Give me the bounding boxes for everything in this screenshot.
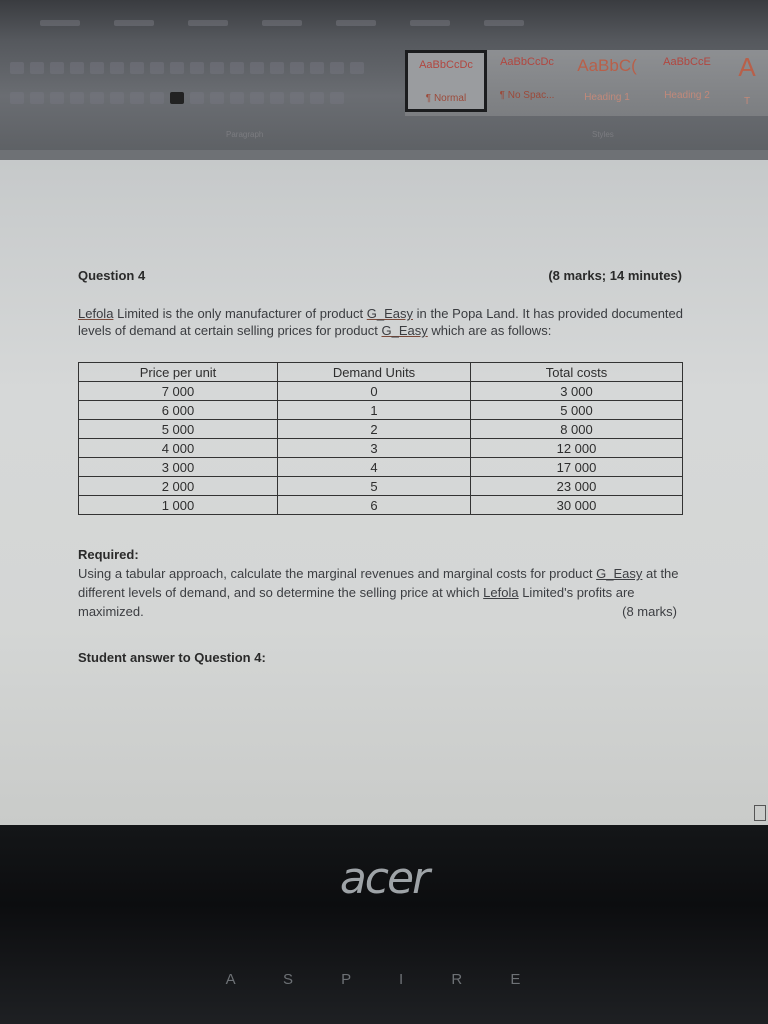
paragraph-group-label: Paragraph (226, 130, 264, 139)
styles-gallery (405, 50, 768, 116)
align-icon[interactable] (290, 92, 304, 104)
ribbon-tab[interactable] (114, 20, 154, 26)
ribbon-tab[interactable] (188, 20, 228, 26)
align-icon[interactable] (50, 92, 64, 104)
demand-cell: 4 (278, 458, 471, 477)
format-icon[interactable] (50, 62, 64, 74)
format-icon[interactable] (170, 62, 184, 74)
table-row (79, 458, 683, 477)
style-sample: AaBbCcE (663, 56, 711, 68)
question-marks: (8 marks; 14 minutes) (548, 268, 682, 283)
style-sample: AaBbCcDc (419, 59, 473, 71)
document-page[interactable] (0, 160, 768, 825)
style-no-spacing[interactable] (487, 50, 567, 112)
product-name: G_Easy (381, 323, 428, 338)
ribbon-tab[interactable] (410, 20, 450, 26)
cost-cell: 8 000 (471, 420, 683, 439)
fill-color-icon[interactable] (310, 92, 324, 104)
column-header: Demand Units (278, 363, 471, 382)
required-marks: (8 marks) (622, 604, 677, 619)
column-header: Total costs (471, 363, 683, 382)
table-header-row (79, 363, 683, 382)
style-title[interactable] (727, 50, 767, 112)
format-icon[interactable] (330, 62, 344, 74)
style-name: T (743, 96, 751, 107)
style-sample: A (738, 56, 756, 78)
product-name: G_Easy (596, 566, 643, 581)
format-icon[interactable] (310, 62, 324, 74)
align-icon[interactable] (130, 92, 144, 104)
required-section (78, 545, 683, 621)
table-row (79, 477, 683, 496)
question-title: Question 4 (78, 268, 146, 283)
format-icon[interactable] (30, 62, 44, 74)
align-icon[interactable] (250, 92, 264, 104)
align-icon[interactable] (70, 92, 84, 104)
format-icon[interactable] (290, 62, 304, 74)
question-header (78, 268, 682, 286)
align-icon[interactable] (10, 92, 24, 104)
cost-cell: 30 000 (471, 496, 683, 515)
demand-cell: 5 (278, 477, 471, 496)
price-cell: 6 000 (79, 401, 278, 420)
price-cell: 4 000 (79, 439, 278, 458)
paragraph-toolbar-row (0, 88, 400, 108)
format-icon[interactable] (130, 62, 144, 74)
align-icon[interactable] (270, 92, 284, 104)
cost-cell: 12 000 (471, 439, 683, 458)
shading-icon[interactable] (170, 92, 184, 104)
layout-options-icon[interactable] (754, 805, 766, 821)
format-icon[interactable] (270, 62, 284, 74)
intro-text: in the Popa Land. It has provided documented levels of demand at certain selling prices for product (78, 306, 683, 338)
style-name: ¶ No Spac... (499, 90, 555, 101)
format-icon[interactable] (210, 62, 224, 74)
align-icon[interactable] (190, 92, 204, 104)
format-icon[interactable] (250, 62, 264, 74)
column-header: Price per unit (79, 363, 278, 382)
ribbon-tab-bar[interactable] (0, 12, 768, 34)
format-icon[interactable] (90, 62, 104, 74)
required-text-part: at the different levels of demand, and so determine the selling price at which (78, 566, 679, 600)
product-name: G_Easy (366, 306, 413, 321)
price-cell: 7 000 (79, 382, 278, 401)
format-icon[interactable] (230, 62, 244, 74)
question-intro (78, 305, 683, 339)
laptop-bezel (0, 825, 768, 1024)
student-answer-label: Student answer to Question 4: (78, 650, 266, 665)
price-cell: 1 000 (79, 496, 278, 515)
style-name: Heading 1 (584, 92, 630, 103)
cost-cell: 5 000 (471, 401, 683, 420)
company-name: Lefola (78, 306, 114, 321)
ribbon-bottom-edge (0, 150, 768, 160)
ribbon-tab[interactable] (336, 20, 376, 26)
align-icon[interactable] (30, 92, 44, 104)
ribbon-tab[interactable] (262, 20, 302, 26)
table-row (79, 496, 683, 515)
demand-cell: 2 (278, 420, 471, 439)
format-icon[interactable] (10, 62, 24, 74)
cost-cell: 23 000 (471, 477, 683, 496)
format-icon[interactable] (70, 62, 84, 74)
style-normal[interactable] (405, 50, 487, 112)
format-icon[interactable] (190, 62, 204, 74)
model-name: A S P I R E (225, 971, 543, 988)
table-row (79, 439, 683, 458)
style-name: Heading 2 (664, 90, 710, 101)
format-icon[interactable] (350, 62, 364, 74)
style-sample: AaBbC( (577, 56, 637, 75)
price-cell: 5 000 (79, 420, 278, 439)
style-heading-1[interactable] (567, 50, 647, 112)
borders-icon[interactable] (330, 92, 344, 104)
style-heading-2[interactable] (647, 50, 727, 112)
intro-text: which are as follows: (427, 323, 552, 338)
cost-cell: 17 000 (471, 458, 683, 477)
required-text-part: Limited's profits are maximized. (78, 585, 635, 619)
required-title: Required: (78, 547, 139, 562)
word-ribbon (0, 0, 768, 160)
align-icon[interactable] (230, 92, 244, 104)
intro-text: Limited is the only manufacturer of product (113, 306, 367, 321)
styles-group-label: Styles (592, 130, 614, 139)
table-row (79, 401, 683, 420)
table-row (79, 382, 683, 401)
required-text-part: Using a tabular approach, calculate the marginal revenues and marginal costs for product (78, 566, 597, 581)
ribbon-tab[interactable] (40, 20, 80, 26)
align-icon[interactable] (90, 92, 104, 104)
brand-logo: acer (339, 853, 429, 904)
font-toolbar-row (0, 58, 400, 78)
format-icon[interactable] (110, 62, 124, 74)
demand-cell: 3 (278, 439, 471, 458)
style-name: ¶ Normal (425, 93, 467, 104)
demand-cell: 1 (278, 401, 471, 420)
demand-cell: 0 (278, 382, 471, 401)
required-text (78, 564, 683, 621)
table-row (79, 420, 683, 439)
company-name: Lefola (483, 585, 519, 600)
demand-cell: 6 (278, 496, 471, 515)
price-cell: 3 000 (79, 458, 278, 477)
demand-table (78, 362, 683, 515)
align-icon[interactable] (110, 92, 124, 104)
ribbon-tab[interactable] (484, 20, 524, 26)
cost-cell: 3 000 (471, 382, 683, 401)
price-cell: 2 000 (79, 477, 278, 496)
style-sample: AaBbCcDc (500, 56, 554, 68)
format-icon[interactable] (150, 62, 164, 74)
align-icon[interactable] (150, 92, 164, 104)
align-icon[interactable] (210, 92, 224, 104)
